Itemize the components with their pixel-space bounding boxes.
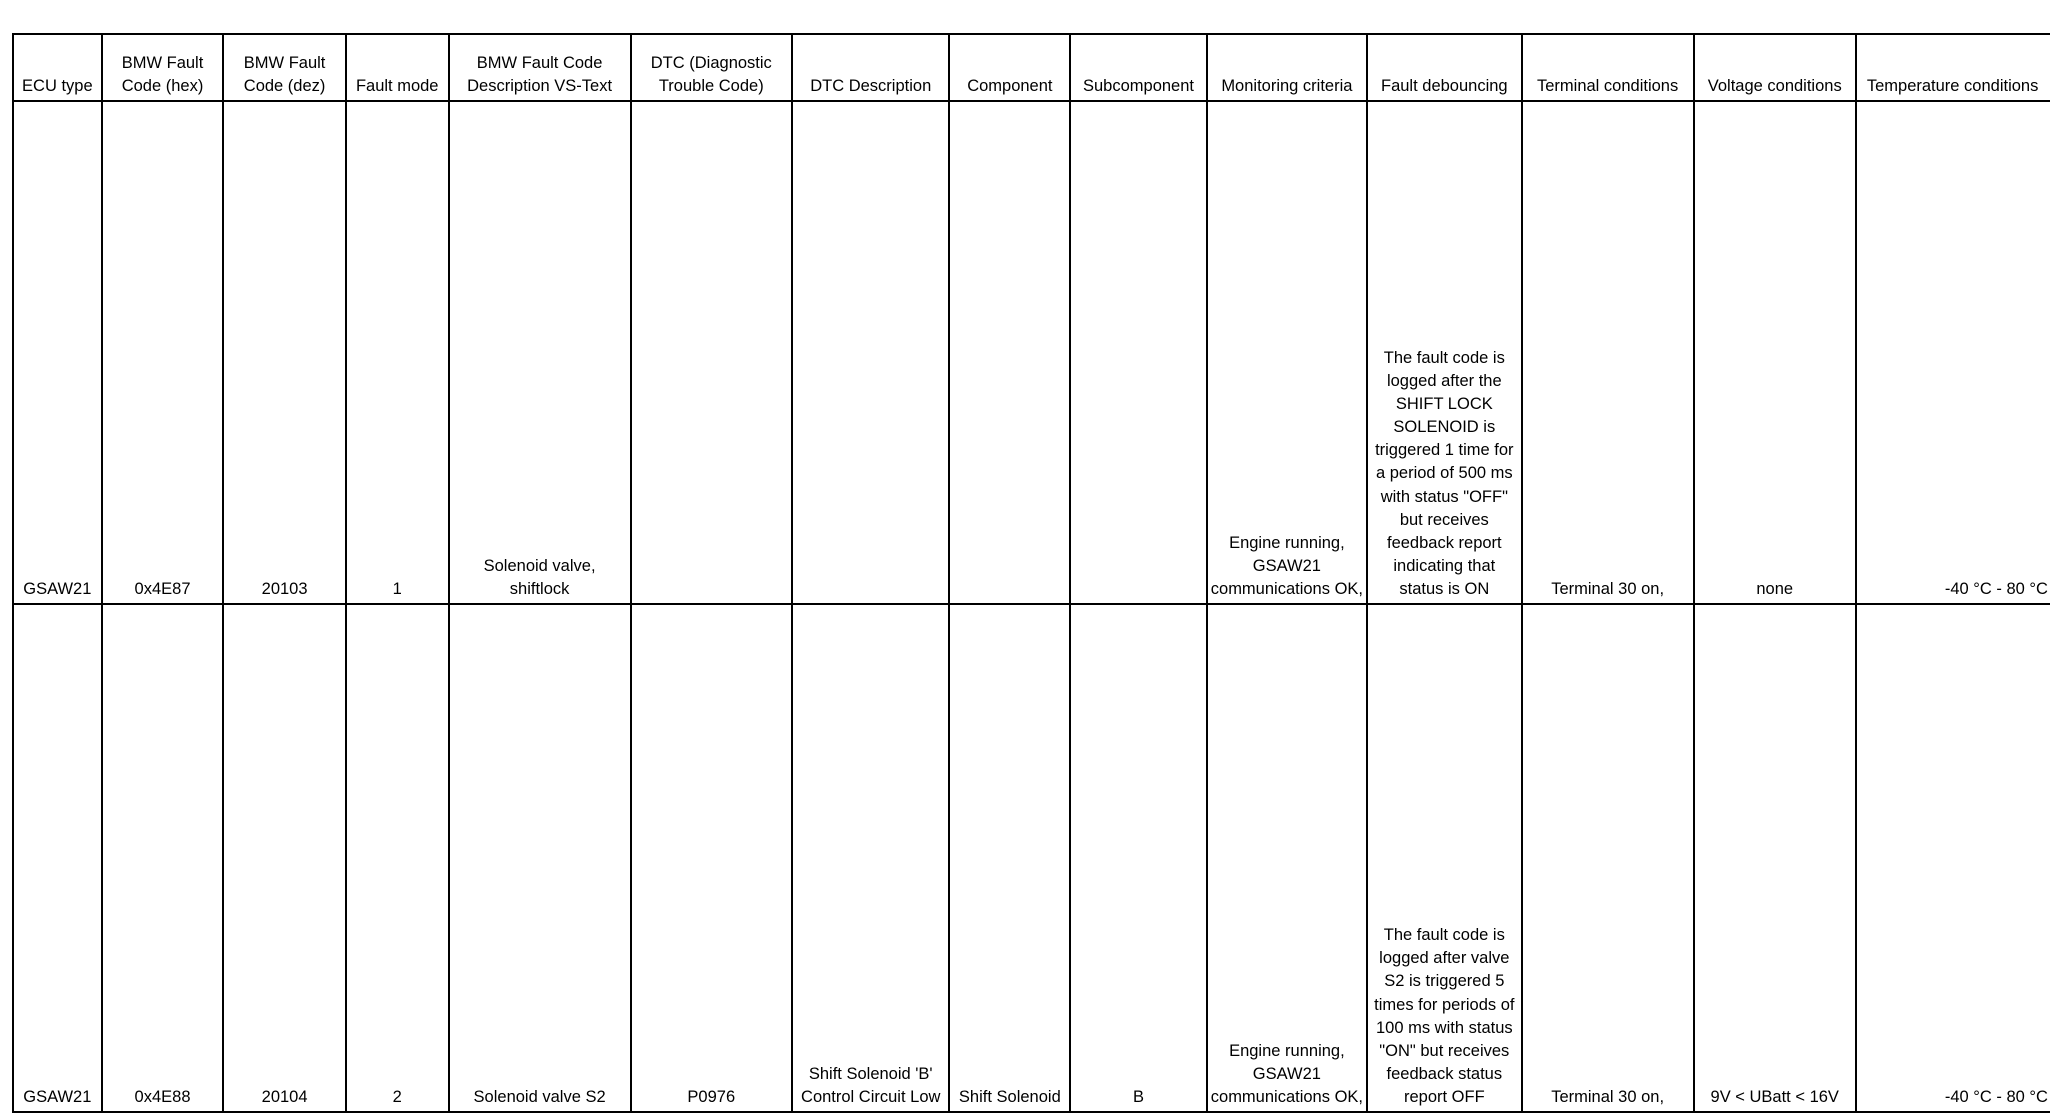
col-header-component: Component bbox=[949, 34, 1070, 101]
cell-vs-text: Solenoid valve S2 bbox=[449, 604, 631, 1112]
table-row bbox=[13, 101, 2050, 604]
cell-component bbox=[949, 101, 1070, 604]
cell-monitoring: Engine running, GSAW21 communications OK, bbox=[1207, 604, 1367, 1112]
header-row bbox=[13, 34, 2050, 101]
cell-ecu-type: GSAW21 bbox=[13, 101, 102, 604]
cell-terminal: Terminal 30 on, bbox=[1522, 101, 1694, 604]
cell-monitoring: Engine running, GSAW21 communications OK, bbox=[1207, 101, 1367, 604]
col-header-debouncing: Fault debouncing bbox=[1367, 34, 1522, 101]
cell-fault-mode: 1 bbox=[346, 101, 449, 604]
table-row bbox=[13, 604, 2050, 1112]
col-header-code-dez: BMW Fault Code (dez) bbox=[223, 34, 345, 101]
col-header-temperature: Temperature conditions bbox=[1856, 34, 2050, 101]
col-header-terminal: Terminal conditions bbox=[1522, 34, 1694, 101]
cell-dtc bbox=[631, 101, 792, 604]
col-header-monitoring: Monitoring criteria bbox=[1207, 34, 1367, 101]
cell-component: Shift Solenoid bbox=[949, 604, 1070, 1112]
cell-dtc-description: Shift Solenoid 'B' Control Circuit Low bbox=[792, 604, 950, 1112]
cell-debouncing: The fault code is logged after the SHIFT LOCK SOLENOID is triggered 1 time for a period of 500 ms with status "OFF" but receives feedback report indicating that status is ON bbox=[1367, 101, 1522, 604]
col-header-dtc: DTC (Diagnostic Trouble Code) bbox=[631, 34, 792, 101]
cell-debouncing: The fault code is logged after valve S2 is triggered 5 times for periods of 100 ms with status "ON" but receives feedback status report OFF bbox=[1367, 604, 1522, 1112]
col-header-fault-mode: Fault mode bbox=[346, 34, 449, 101]
cell-code-hex: 0x4E88 bbox=[102, 604, 224, 1112]
col-header-dtc-description: DTC Description bbox=[792, 34, 950, 101]
col-header-voltage: Voltage conditions bbox=[1694, 34, 1856, 101]
col-header-ecu-type: ECU type bbox=[13, 34, 102, 101]
cell-temperature: -40 °C - 80 °C bbox=[1856, 604, 2050, 1112]
cell-dtc-description bbox=[792, 101, 950, 604]
cell-code-dez: 20104 bbox=[223, 604, 345, 1112]
cell-code-hex: 0x4E87 bbox=[102, 101, 224, 604]
cell-terminal: Terminal 30 on, bbox=[1522, 604, 1694, 1112]
cell-fault-mode: 2 bbox=[346, 604, 449, 1112]
col-header-code-hex: BMW Fault Code (hex) bbox=[102, 34, 224, 101]
cell-voltage: 9V < UBatt < 16V bbox=[1694, 604, 1856, 1112]
cell-temperature: -40 °C - 80 °C bbox=[1856, 101, 2050, 604]
cell-dtc: P0976 bbox=[631, 604, 792, 1112]
col-header-subcomponent: Subcomponent bbox=[1070, 34, 1207, 101]
cell-vs-text: Solenoid valve, shiftlock bbox=[449, 101, 631, 604]
cell-subcomponent: B bbox=[1070, 604, 1207, 1112]
cell-code-dez: 20103 bbox=[223, 101, 345, 604]
fault-code-table bbox=[12, 33, 2050, 1113]
cell-subcomponent bbox=[1070, 101, 1207, 604]
col-header-vs-text: BMW Fault Code Description VS-Text bbox=[449, 34, 631, 101]
cell-ecu-type: GSAW21 bbox=[13, 604, 102, 1112]
cell-voltage: none bbox=[1694, 101, 1856, 604]
